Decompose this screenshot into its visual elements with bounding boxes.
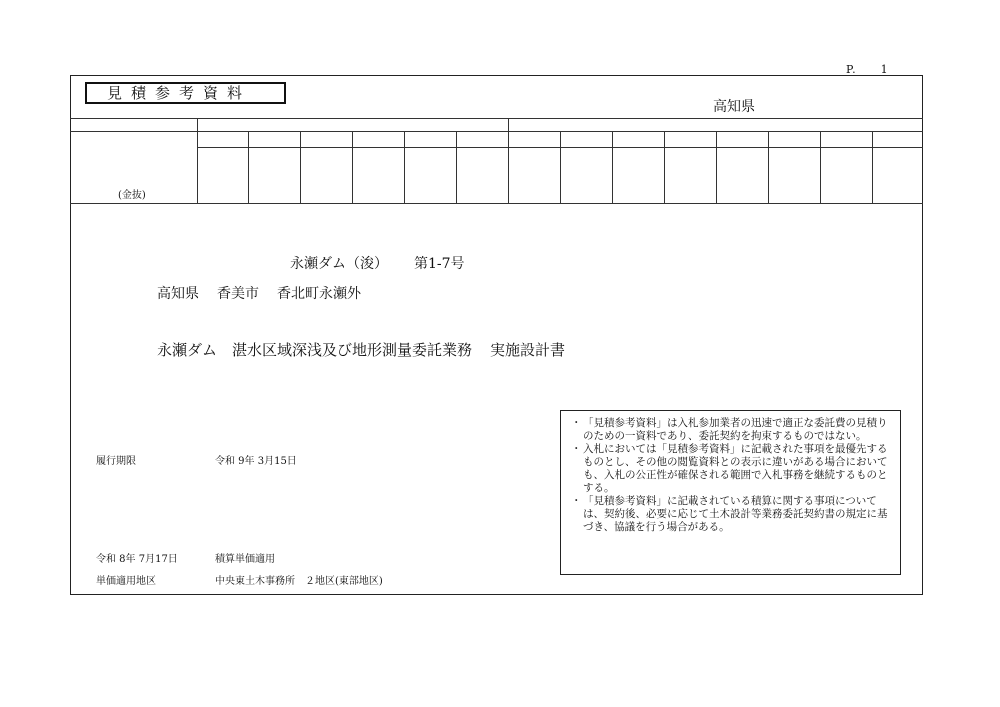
- document-title-box: 見積参考資料: [85, 82, 286, 104]
- work-name: 永瀬ダム 湛水区域深浅及び地形測量委託業務: [157, 341, 473, 359]
- notice-item: ・ 「見積参考資料」は入札参加業者の迅速で適正な委託費の見積りのための一資料であり、委託契約を拘束するものではない。: [571, 417, 888, 442]
- header-cell-divider: [248, 131, 249, 203]
- header-cell-divider: [352, 131, 353, 203]
- kinbatsu-label: (金抜): [118, 190, 146, 201]
- notice-box: [560, 410, 901, 575]
- header-cell-divider: [404, 131, 405, 203]
- header-cell-divider: [560, 131, 561, 203]
- unit-price-date: 令和 8年 7月17日: [96, 554, 178, 565]
- header-cell-divider: [820, 131, 821, 203]
- document-name: 永瀬ダム（浚）: [290, 256, 388, 272]
- header-cell-divider: [612, 131, 613, 203]
- header-rule-4: [70, 203, 923, 204]
- notice-item: ・ 「見積参考資料」に記載されている積算に関する事項については、契約後、必要に応じて土木設計等業務委託契約書の規定に基づき、協議を行う場合がある。: [571, 495, 888, 533]
- region-value: 中央東土木事務所 ２地区(東部地区): [215, 576, 383, 587]
- location-line: [157, 283, 379, 303]
- header-divider-main: [197, 118, 198, 203]
- header-divider-mid: [508, 118, 509, 203]
- document-name-line: [290, 253, 465, 273]
- header-cell-divider: [872, 131, 873, 203]
- document-number: 第1-7号: [414, 256, 465, 272]
- work-suffix: 実施設計書: [490, 341, 566, 359]
- unit-price-label: 積算単価適用: [215, 554, 275, 565]
- notice-item: ・ 入札においては「見積参考資料」に記載された事項を最優先するものとし、その他の閲覧資料との表示に違いがある場合においても、入札の公正性が確保される範囲で入札事務を継続するものとする。: [571, 443, 888, 494]
- deadline-label: 履行期限: [96, 456, 136, 467]
- region-label: 単価適用地区: [96, 576, 156, 587]
- header-cell-divider: [300, 131, 301, 203]
- header-cell-divider: [456, 131, 457, 203]
- location-town: 香北町永瀬外: [277, 286, 361, 302]
- work-name-line: [157, 339, 565, 360]
- deadline-value: 令和 9年 3月15日: [215, 456, 297, 467]
- header-cell-divider: [664, 131, 665, 203]
- prefecture-name: 高知県: [713, 99, 755, 115]
- location-prefecture: 高知県: [157, 286, 199, 302]
- header-cell-divider: [716, 131, 717, 203]
- page-number: P. 1: [846, 63, 889, 76]
- header-cell-divider: [768, 131, 769, 203]
- location-city: 香美市: [217, 286, 259, 302]
